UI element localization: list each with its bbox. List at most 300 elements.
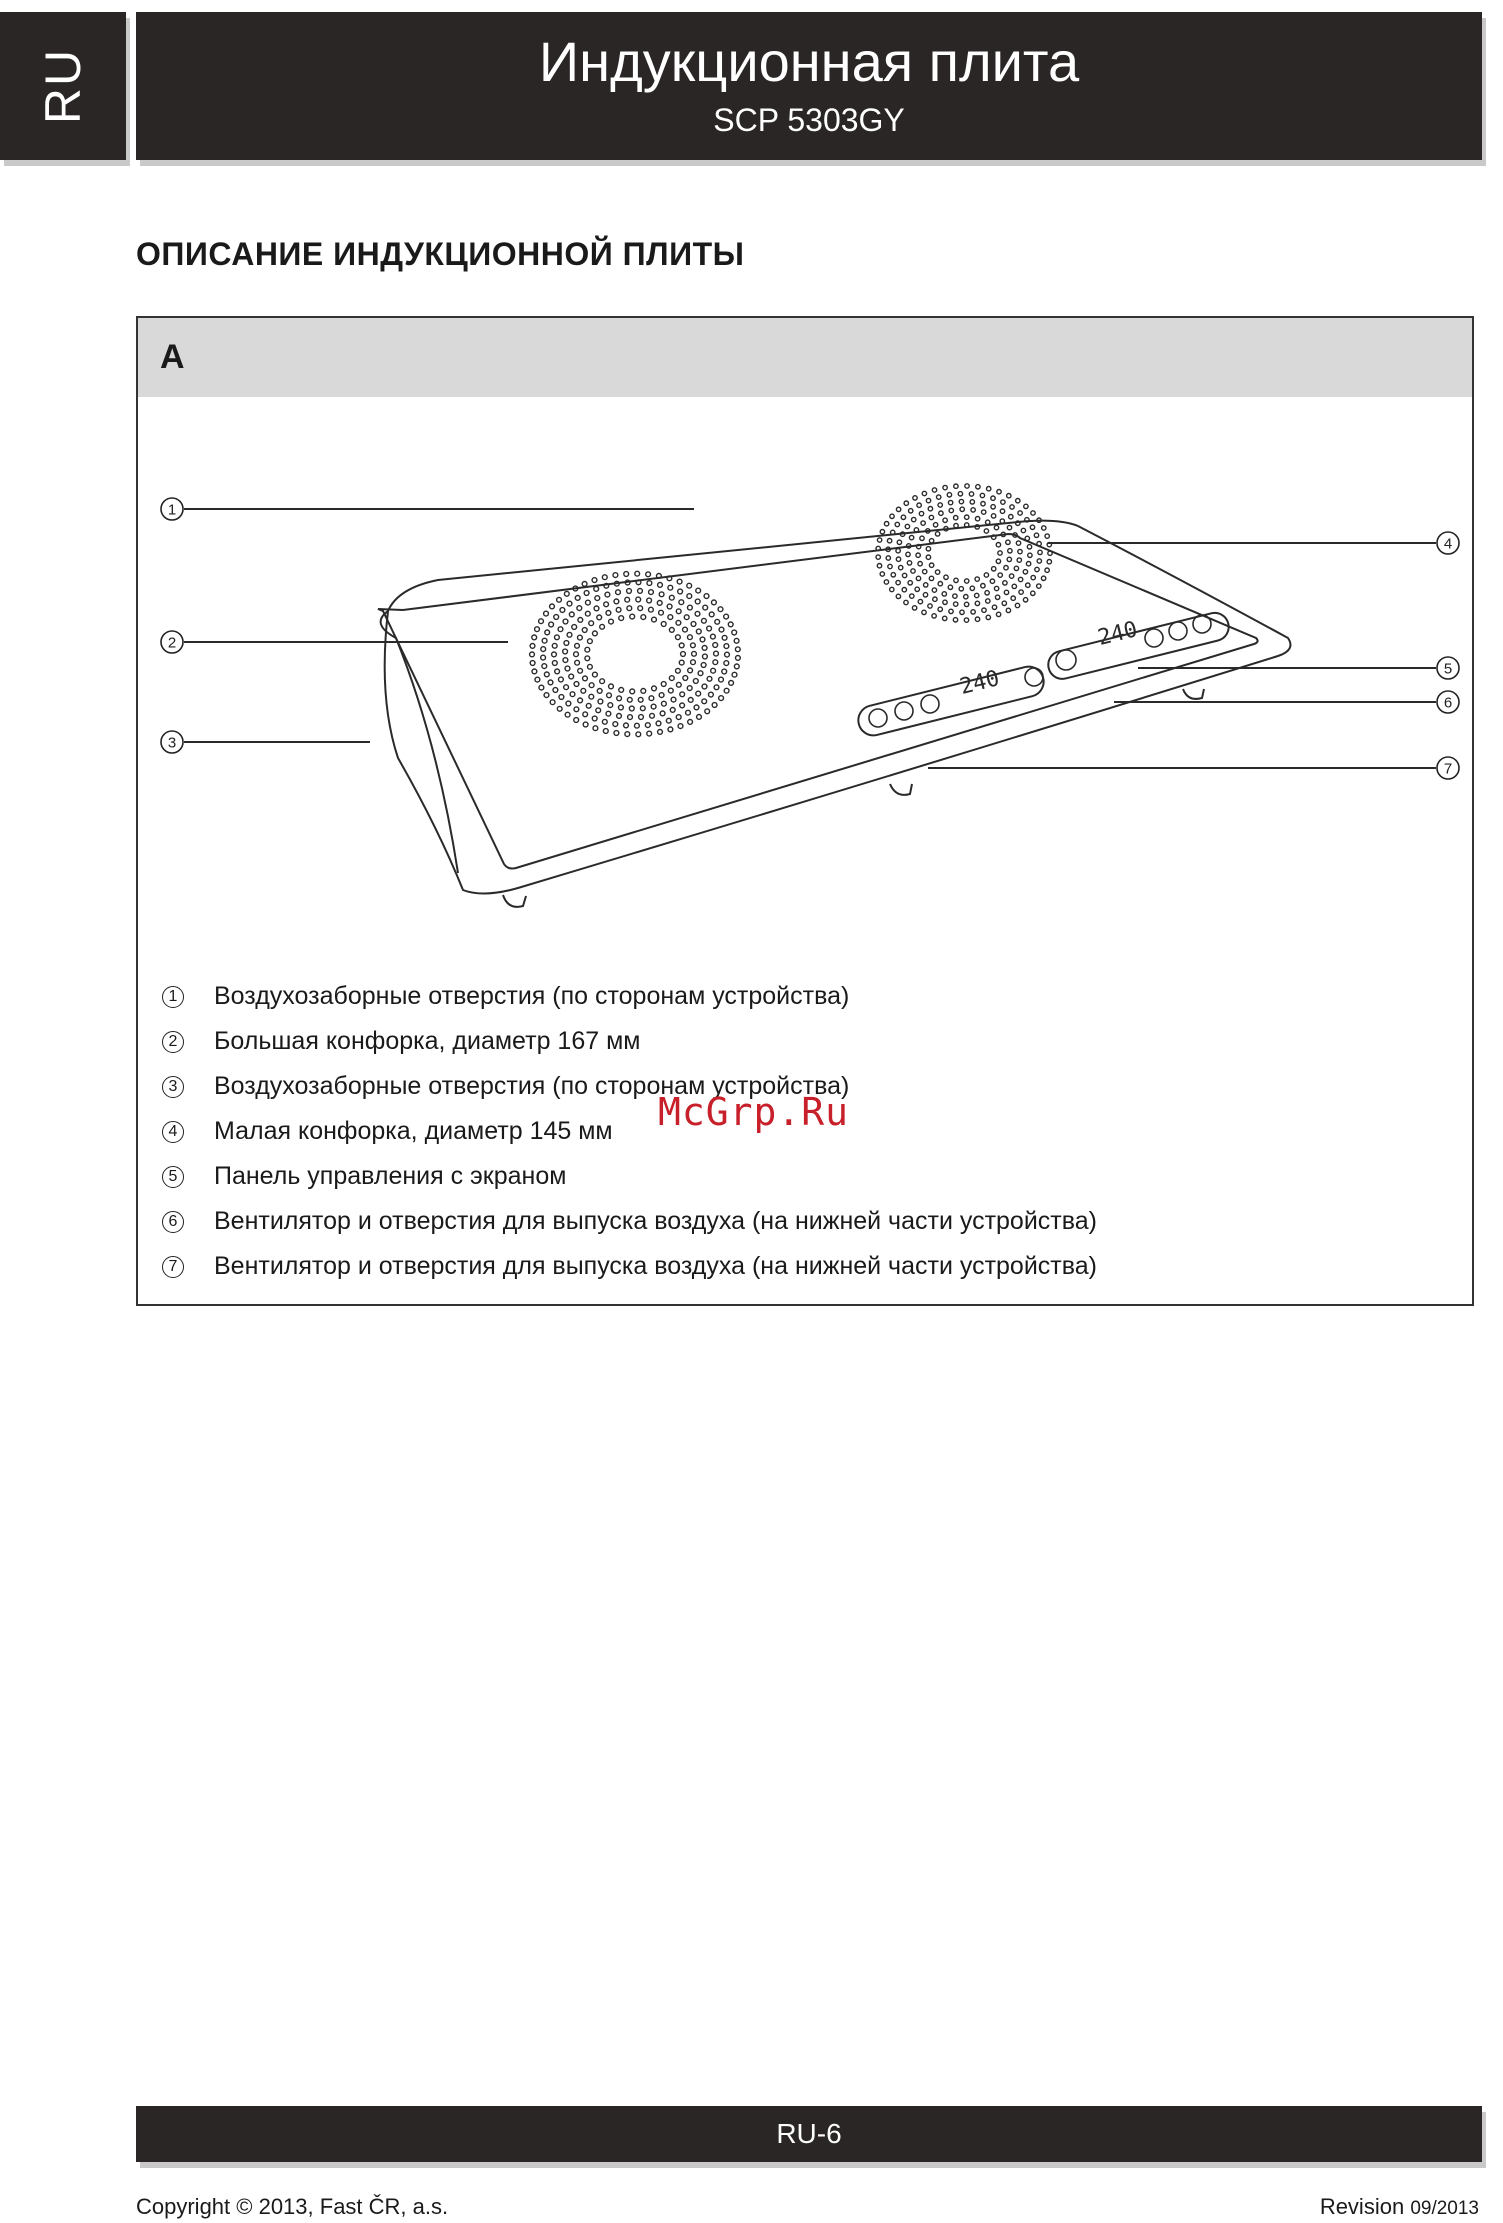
page-title: Индукционная плита	[538, 30, 1080, 93]
figure-header	[138, 318, 1472, 397]
burner-dot	[557, 597, 562, 602]
burner-dot	[607, 693, 612, 698]
language-label: RU	[35, 47, 91, 125]
burner-dot	[600, 624, 605, 629]
burner-dot	[1037, 542, 1041, 546]
burner-dot	[995, 595, 999, 599]
burner-dot	[691, 622, 696, 627]
burner-dot	[539, 685, 544, 690]
burner-dot	[582, 628, 587, 633]
burner-dot	[880, 530, 884, 534]
burner-dot	[545, 630, 550, 635]
burner-dot	[896, 594, 900, 598]
burner-dot	[890, 587, 894, 591]
burner-dot	[593, 631, 598, 636]
burner-dot	[901, 515, 905, 519]
burner-dot	[992, 535, 996, 539]
legend-item	[162, 974, 1097, 1019]
burner-dot	[639, 715, 644, 720]
burner-dot	[719, 627, 724, 632]
burner-dot	[647, 731, 652, 736]
burner-dot	[975, 593, 979, 597]
burner-dot	[552, 661, 557, 666]
burner-dot	[1016, 521, 1020, 525]
burner-dot	[613, 722, 618, 727]
burner-dot	[975, 601, 979, 605]
burner-dot	[998, 573, 1002, 577]
svg-text:1: 1	[167, 501, 177, 519]
burner-dot	[627, 589, 632, 594]
burner-dot	[926, 547, 930, 551]
burner-dot	[614, 731, 619, 736]
burner-dot	[990, 579, 994, 583]
burner-dot	[667, 604, 672, 609]
burner-dot	[732, 672, 737, 677]
burner-dot	[897, 540, 901, 544]
burner-dot	[986, 615, 990, 619]
burner-dot	[691, 643, 696, 648]
burner-dot	[907, 561, 911, 565]
burner-dot	[696, 691, 701, 696]
burner-dot	[1031, 511, 1035, 515]
legend-item	[162, 1064, 1097, 1109]
burner-dot	[641, 689, 646, 694]
burner-dot	[732, 630, 737, 635]
burner-dot	[552, 643, 557, 648]
burner-dot	[1000, 519, 1004, 523]
burner-dot	[651, 704, 656, 709]
burner-dot	[954, 484, 958, 488]
burner-dot	[609, 684, 614, 689]
burner-dot	[921, 521, 925, 525]
burner-dot	[1007, 525, 1011, 529]
burner-dot	[1018, 511, 1022, 515]
figure-box	[136, 316, 1474, 1306]
burner-dot	[954, 602, 958, 606]
burner-dot	[714, 685, 719, 690]
burner-dot	[1018, 577, 1022, 581]
burner-dot	[970, 500, 974, 504]
burner-dot	[917, 503, 921, 507]
burner-dot	[982, 510, 986, 514]
burner-dot	[596, 708, 601, 713]
burner-dot	[641, 615, 646, 620]
burner-dot	[910, 594, 914, 598]
burner-dot	[578, 668, 583, 673]
foot-back-right	[1183, 689, 1204, 699]
burner-dot	[687, 583, 692, 588]
burner-dot	[943, 518, 947, 522]
display-left: 240	[957, 666, 1003, 700]
burner-dot	[1015, 603, 1019, 607]
burner-dot	[661, 682, 666, 687]
burner-dot	[939, 511, 943, 515]
burner-dot	[645, 723, 650, 728]
burner-dot	[1045, 568, 1049, 572]
burner-dot	[555, 669, 560, 674]
burner-dot	[948, 585, 952, 589]
burner-dot	[929, 515, 933, 519]
burner-dot	[965, 484, 969, 488]
burner-dot	[628, 715, 633, 720]
burner-dot	[982, 608, 986, 612]
burner-dot	[712, 703, 717, 708]
burner-dot	[679, 643, 684, 648]
legend-item	[162, 1154, 1097, 1199]
burner-dot	[542, 664, 547, 669]
burner-dot	[574, 682, 579, 687]
footer-bar	[136, 2106, 1482, 2162]
legend-text: Большая конфорка, диаметр 167 мм	[214, 1027, 641, 1055]
burner-dot	[656, 721, 661, 726]
burner-dot	[585, 647, 590, 652]
burner-dot	[954, 523, 958, 527]
burner-dot	[684, 615, 689, 620]
burner-dot	[1031, 575, 1035, 579]
burner-dot	[1037, 584, 1041, 588]
burner-dot	[876, 555, 880, 559]
burner-dot	[965, 579, 969, 583]
burner-dot	[928, 604, 932, 608]
burner-dot	[688, 720, 693, 725]
burner-dot	[636, 732, 641, 737]
burner-dot	[657, 601, 662, 606]
burner-dot	[924, 583, 928, 587]
burner-dot	[564, 591, 569, 596]
burner-dot	[652, 686, 657, 691]
burner-dot	[535, 627, 540, 632]
callout-4	[1437, 532, 1459, 554]
burner-dot	[937, 495, 941, 499]
burner-dot	[1009, 515, 1013, 519]
burner-dot	[899, 565, 903, 569]
burner-dot	[577, 606, 582, 611]
burner-dot	[1031, 591, 1035, 595]
cooktop-body-outline	[385, 521, 1291, 894]
burner-dot	[707, 626, 712, 631]
burner-dot	[575, 596, 580, 601]
burner-dot	[666, 718, 671, 723]
burner-dot	[1035, 567, 1039, 571]
burner-dot	[640, 706, 645, 711]
burner-dot	[677, 579, 682, 584]
section-heading: ОПИСАНИЕ ИНДУКЦИОННОЙ ПЛИТЫ	[136, 236, 745, 272]
burner-dot	[572, 625, 577, 630]
burner-dot	[688, 635, 693, 640]
cooktop-diagram	[138, 398, 1472, 958]
model-number: SCP 5303GY	[713, 102, 905, 138]
burner-dot	[704, 594, 709, 599]
burner-dot	[565, 666, 570, 671]
burner-dot	[991, 514, 995, 518]
burner-dot	[905, 524, 909, 528]
burner-dot	[668, 585, 673, 590]
burner-dot	[1042, 526, 1046, 530]
burner-dot	[912, 517, 916, 521]
burner-dot	[985, 591, 989, 595]
burner-dot	[975, 617, 979, 621]
burner-dot	[912, 606, 916, 610]
burner-dot	[588, 639, 593, 644]
svg-text:3: 3	[167, 734, 177, 752]
burner-dot	[932, 614, 936, 618]
burner-dot	[700, 637, 705, 642]
burner-dot	[532, 635, 537, 640]
foot-front-left	[503, 895, 526, 907]
svg-text:6: 6	[1443, 694, 1453, 712]
burner-dot	[668, 688, 673, 693]
burner-dot	[693, 679, 698, 684]
legend-list	[162, 974, 1097, 1289]
burner-dot	[589, 683, 594, 688]
burner-dot	[539, 619, 544, 624]
burner-dot	[605, 592, 610, 597]
legend-text: Воздухозаборные отверстия (по сторонам устройства)	[214, 1072, 850, 1100]
burner-dot	[725, 652, 730, 657]
burner-dot	[1016, 499, 1020, 503]
burner-dot	[904, 600, 908, 604]
burner-dot	[597, 615, 602, 620]
burner-dot	[597, 689, 602, 694]
burner-dot	[933, 597, 937, 601]
burner-dot	[604, 602, 609, 607]
burner-dot	[980, 493, 984, 497]
burner-dot	[583, 676, 588, 681]
burner-dot	[964, 595, 968, 599]
burner-dot	[606, 711, 611, 716]
burner-dot	[608, 703, 613, 708]
burner-dot	[702, 699, 707, 704]
burner-dot	[1000, 509, 1004, 513]
burner-dot	[687, 686, 692, 691]
burner-dot	[696, 629, 701, 634]
burner-dot	[1011, 596, 1015, 600]
legend-text: Панель управления с экраном	[214, 1162, 567, 1190]
legend-number: 6	[162, 1211, 184, 1233]
burner-dot	[603, 729, 608, 734]
burner-dot	[997, 490, 1001, 494]
burner-dot	[964, 602, 968, 606]
burner-dot	[595, 596, 600, 601]
burner-dot	[586, 703, 591, 708]
burner-dot	[691, 660, 696, 665]
plus-button-right-icon	[1169, 622, 1187, 640]
burner-dot	[1025, 518, 1029, 522]
burner-dot	[715, 619, 720, 624]
burner-dot	[1023, 598, 1027, 602]
burner-dot	[563, 658, 568, 663]
burner-dot	[552, 652, 557, 657]
burner-dot	[975, 577, 979, 581]
burner-dot	[876, 546, 880, 550]
burner-dot	[563, 619, 568, 624]
burner-dot	[661, 622, 666, 627]
burner-dot	[714, 651, 719, 656]
burner-dot	[609, 619, 614, 624]
burner-dot	[992, 605, 996, 609]
burner-dot	[676, 635, 681, 640]
burner-dot	[668, 615, 673, 620]
burner-dot	[1026, 583, 1030, 587]
burner-dot	[649, 607, 654, 612]
burner-dot	[935, 570, 939, 574]
page-number: RU-6	[776, 2118, 842, 2149]
burner-dot	[702, 646, 707, 651]
burner-dot	[976, 485, 980, 489]
language-tab	[0, 12, 126, 160]
burner-dot	[734, 638, 739, 643]
legend-number: 3	[162, 1076, 184, 1098]
burner-dot	[996, 559, 1000, 563]
burner-dot	[938, 582, 942, 586]
burner-dot	[981, 502, 985, 506]
burner-dot	[928, 507, 932, 511]
burner-dot	[555, 635, 560, 640]
legend-item	[162, 1199, 1097, 1244]
burner-dot	[1008, 549, 1012, 553]
power-button-left-icon	[869, 709, 887, 727]
burner-dot	[687, 594, 692, 599]
burner-dot	[914, 528, 918, 532]
burner-dot	[970, 586, 974, 590]
burner-dot	[949, 508, 953, 512]
burner-dot	[560, 608, 565, 613]
burner-dot	[565, 712, 570, 717]
burner-dot	[711, 668, 716, 673]
burner-dot	[602, 719, 607, 724]
burner-dot	[696, 588, 701, 593]
callout-1	[161, 498, 183, 520]
burner-dot	[1047, 560, 1051, 564]
burner-dot	[1045, 534, 1049, 538]
foot-front-right	[890, 784, 912, 795]
control-panel-right	[1045, 610, 1231, 682]
burner-dot	[918, 599, 922, 603]
burner-dot	[695, 611, 700, 616]
burner-dot	[557, 706, 562, 711]
burner-dot	[589, 621, 594, 626]
burner-dot	[1017, 558, 1021, 562]
callout-5	[1437, 657, 1459, 679]
burner-dot	[994, 525, 998, 529]
burner-dot	[616, 590, 621, 595]
burner-dot	[947, 493, 951, 497]
burner-dot	[944, 575, 948, 579]
burner-dot	[948, 500, 952, 504]
legend-item	[162, 1109, 1097, 1154]
burner-dot	[535, 677, 540, 682]
burner-dot	[964, 618, 968, 622]
burner-dot	[959, 587, 963, 591]
burner-dot	[698, 671, 703, 676]
burner-dot	[713, 643, 718, 648]
burner-dot	[662, 701, 667, 706]
burner-dot	[1027, 545, 1031, 549]
burner-dot	[680, 692, 685, 697]
burner-dot	[709, 612, 714, 617]
burner-dot	[965, 523, 969, 527]
burner-dot	[986, 520, 990, 524]
watermark: McGrp.Ru	[658, 1090, 850, 1134]
burner-dot	[559, 695, 564, 700]
burner-dot	[688, 605, 693, 610]
burner-dot	[1028, 553, 1032, 557]
burner-dot	[636, 597, 641, 602]
burner-dot	[688, 698, 693, 703]
burner-dot	[678, 724, 683, 729]
burner-dot	[1016, 541, 1020, 545]
burner-dot	[683, 676, 688, 681]
burner-dot	[619, 616, 624, 621]
burner-dot	[926, 555, 930, 559]
legend-number: 2	[162, 1031, 184, 1053]
legend-text: Малая конфорка, диаметр 145 мм	[214, 1117, 613, 1145]
burner-dot	[688, 668, 693, 673]
burner-dot	[923, 569, 927, 573]
burner-dot	[683, 627, 688, 632]
burner-dot	[736, 656, 741, 661]
burner-dot	[602, 575, 607, 580]
burner-dot	[566, 701, 571, 706]
burner-dot	[548, 680, 553, 685]
burner-dot	[617, 714, 622, 719]
burner-dot	[569, 674, 574, 679]
burner-dot	[954, 516, 958, 520]
burner-dot	[549, 622, 554, 627]
burner-dot	[991, 505, 995, 509]
burner-dot	[659, 610, 664, 615]
burner-dot	[554, 615, 559, 620]
burner-dot	[530, 652, 535, 657]
burner-dot	[563, 649, 568, 654]
burner-dot	[896, 557, 900, 561]
burner-dot	[647, 581, 652, 586]
burner-dot	[943, 485, 947, 489]
burner-dot	[884, 580, 888, 584]
burner-dot	[686, 710, 691, 715]
burner-dot	[593, 726, 598, 731]
burner-dot	[574, 652, 579, 657]
burner-dot	[1034, 533, 1038, 537]
mode-button-right-icon	[1056, 650, 1076, 670]
burner-dot	[679, 600, 684, 605]
burner-dot	[578, 618, 583, 623]
callout-7	[1437, 757, 1459, 779]
burner-dot	[1014, 566, 1018, 570]
burner-dot	[676, 715, 681, 720]
burner-dot	[1004, 566, 1008, 570]
burner-dot	[1023, 570, 1027, 574]
burner-dot	[694, 705, 699, 710]
burner-dot	[567, 601, 572, 606]
burner-dot	[705, 709, 710, 714]
burner-dot	[1002, 601, 1006, 605]
burner-dot	[929, 563, 933, 567]
burner-dot	[954, 578, 958, 582]
revision-date: 09/2013	[1410, 2198, 1479, 2219]
burner-dot	[965, 515, 969, 519]
burner-dot	[919, 511, 923, 515]
burner-dot	[541, 647, 546, 652]
burner-dot	[630, 614, 635, 619]
burner-dot	[574, 707, 579, 712]
svg-text:5: 5	[1443, 660, 1453, 678]
burner-dot	[1009, 574, 1013, 578]
burner-dot	[969, 492, 973, 496]
legend-number: 7	[162, 1256, 184, 1278]
svg-text:2: 2	[167, 634, 177, 652]
burner-dot	[1006, 608, 1010, 612]
